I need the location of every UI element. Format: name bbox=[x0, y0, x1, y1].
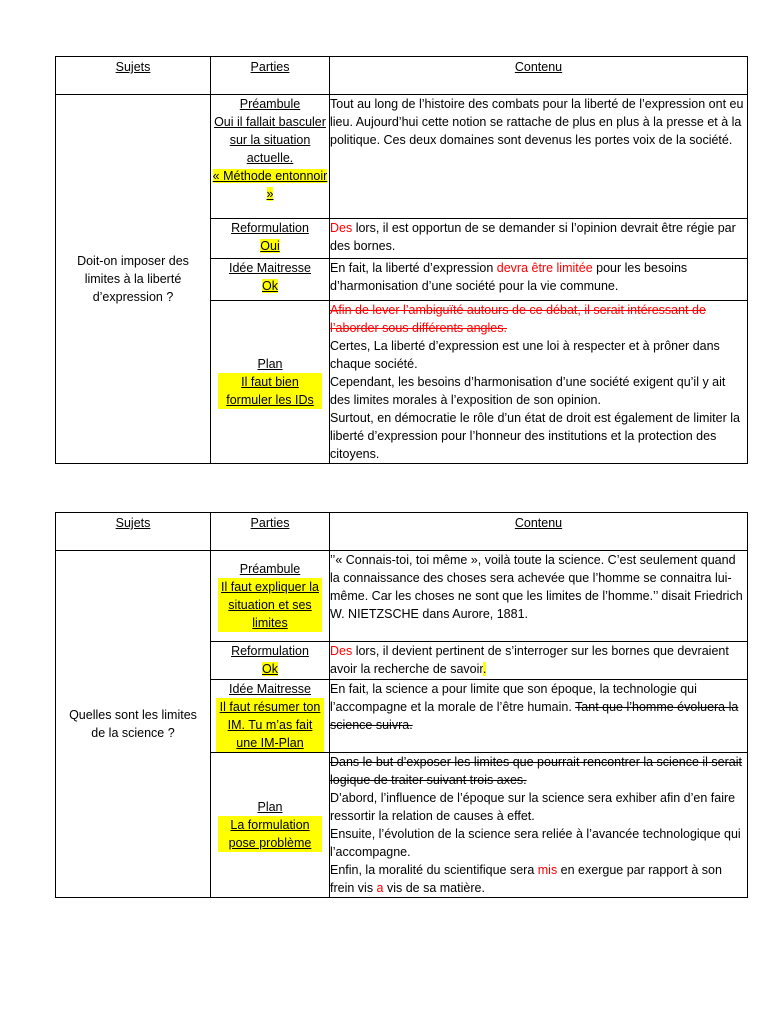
teacher-comment: Oui il fallait basculer sur la situation actuelle. bbox=[214, 115, 326, 165]
highlight-mark: . bbox=[482, 662, 487, 676]
teacher-comment-highlight: Il faut expliquer la situation et ses limites bbox=[218, 578, 322, 632]
subject-text: Quelles sont les limites de la science ? bbox=[69, 708, 197, 740]
part-label: Reformulation bbox=[231, 644, 309, 658]
part-label: Plan bbox=[257, 357, 283, 371]
teacher-comment-highlight: Ok bbox=[262, 279, 278, 293]
content-text: lors, il devient pertinent de s’interroger sur les bornes que devraient avoir la recherche de savoir bbox=[330, 644, 729, 676]
subject-text: Doit-on imposer des limites à la liberté d’expression ? bbox=[77, 254, 189, 304]
content-plan bbox=[330, 753, 748, 898]
content-text: Enfin, la moralité du scientifique sera bbox=[330, 863, 538, 877]
part-label: Idée Maitresse bbox=[229, 682, 311, 696]
part-label: Plan bbox=[257, 800, 283, 814]
correction-red: a bbox=[376, 881, 384, 895]
plan-point-1: D’abord, l’influence de l’époque sur la science sera exhiber afin d’en faire ressortir la relation de causes à effet. bbox=[330, 791, 736, 823]
header-parties: Parties bbox=[211, 57, 330, 95]
part-label: Préambule bbox=[239, 562, 301, 576]
content-idee-maitresse bbox=[330, 259, 748, 301]
plan-point-3 bbox=[330, 861, 747, 897]
header-sujets: Sujets bbox=[56, 57, 211, 95]
plan-point-2: Cependant, les besoins d’harmonisation d’une société exigent qu’il y ait des limites morales à l’exposition de son opinion. bbox=[330, 375, 726, 407]
plan-point-2: Ensuite, l’évolution de la science sera reliée à l’avancée technologique qui l’accompagne. bbox=[330, 827, 741, 859]
table-subject-2 bbox=[55, 512, 748, 898]
part-plan bbox=[211, 753, 330, 898]
struck-text: Afin de lever l’ambiguïté autours de ce débat, il serait intéressant de l’aborder sous différents angles. bbox=[330, 303, 706, 335]
struck-text: Tant que l’homme évoluera la science suivra. bbox=[330, 700, 739, 732]
part-label: Reformulation bbox=[231, 221, 309, 235]
correction-red: Des bbox=[330, 221, 353, 235]
part-reformulation bbox=[211, 642, 330, 680]
content-text: vis de sa matière. bbox=[383, 881, 485, 895]
content-text: En fait, la science a pour limite que son époque, la technologie qui l’accompagne et la morale de l’être humain. bbox=[330, 682, 697, 714]
correction-red: devra être limitée bbox=[496, 261, 593, 275]
header-parties: Parties bbox=[211, 513, 330, 551]
part-idee-maitresse bbox=[211, 259, 330, 301]
content-text: pour les besoins d’harmonisation d’une société pour la vie commune. bbox=[330, 261, 688, 293]
header-sujets: Sujets bbox=[56, 513, 211, 551]
teacher-comment-highlight: « Méthode entonnoir » bbox=[212, 169, 328, 201]
part-reformulation bbox=[211, 219, 330, 259]
content-idee-maitresse bbox=[330, 680, 748, 753]
part-label: Préambule bbox=[239, 97, 301, 111]
plan-point-3: Surtout, en démocratie le rôle d’un état de droit est également de limiter la liberté d’expression pour l’honneur des institutions et la protection des citoyens. bbox=[330, 411, 740, 461]
subject-cell bbox=[56, 551, 211, 898]
teacher-comment-highlight: Ok bbox=[262, 662, 278, 676]
header-contenu: Contenu bbox=[330, 57, 748, 95]
content-preambule: Tout au long de l’histoire des combats pour la liberté de l’expression ont eu lieu. Aujourd’hui cette notion se rattache de plus en plus à la presse et à la politique. Ces deux domaines sont devenus les portes voix de la société. bbox=[330, 95, 748, 219]
struck-text: Dans le but d’exposer les limites que pourrait rencontrer la science il serait logique de traiter suivant trois axes. bbox=[330, 755, 742, 787]
content-preambule: ’’« Connais-toi, toi même », voilà toute la science. C’est seulement quand la connaissance des choses sera achevée que l’homme se connaitra lui-même. Car les choses ne sont que les limites de l’homme.’’ disait Friedrich W. NIETZSCHE dans Aurore, 1881. bbox=[330, 551, 748, 642]
part-preambule bbox=[211, 95, 330, 219]
part-plan bbox=[211, 301, 330, 464]
header-contenu: Contenu bbox=[330, 513, 748, 551]
content-reformulation bbox=[330, 642, 748, 680]
content-reformulation bbox=[330, 219, 748, 259]
content-text: lors, il est opportun de se demander si l’opinion devrait être régie par des bornes. bbox=[330, 221, 736, 253]
teacher-comment-highlight: La formulation pose problème bbox=[218, 816, 322, 852]
correction-red: Des bbox=[330, 644, 353, 658]
content-plan bbox=[330, 301, 748, 464]
part-preambule bbox=[211, 551, 330, 642]
part-idee-maitresse bbox=[211, 680, 330, 753]
teacher-comment-highlight: Il faut bien formuler les IDs bbox=[218, 373, 322, 409]
teacher-comment-highlight: Oui bbox=[260, 239, 280, 253]
subject-cell bbox=[56, 95, 211, 464]
table-subject-1 bbox=[55, 56, 748, 464]
content-text: En fait, la liberté d’expression bbox=[330, 261, 497, 275]
teacher-comment-highlight: Il faut résumer ton IM. Tu m’as fait une IM-Plan bbox=[216, 698, 324, 752]
plan-point-1: Certes, La liberté d’expression est une loi à respecter et à prôner dans chaque société. bbox=[330, 339, 720, 371]
part-label: Idée Maitresse bbox=[229, 261, 311, 275]
correction-red: mis bbox=[537, 863, 558, 877]
content-text: en exergue par rapport à son frein vis bbox=[330, 863, 722, 895]
